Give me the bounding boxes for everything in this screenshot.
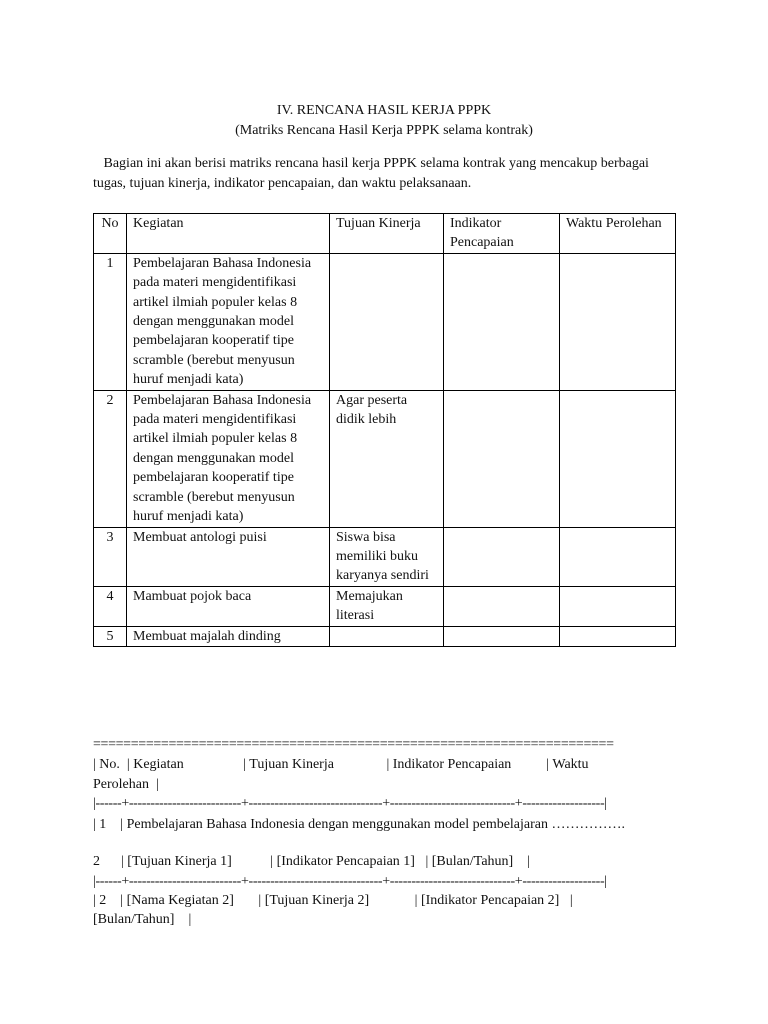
row-tujuan xyxy=(330,253,444,390)
document-title: IV. RENCANA HASIL KERJA PPPK xyxy=(276,103,492,118)
table-row xyxy=(94,527,676,586)
row-tujuan: Siswa bisa memiliki buku karyanya sendiri xyxy=(330,527,444,586)
plaintext-header-line: | No. | Kegiatan | Tujuan Kinerja | Indikator Pencapaian | Waktu xyxy=(93,757,589,772)
row-indikator xyxy=(444,527,560,586)
table-row xyxy=(94,253,676,390)
table-row xyxy=(94,626,676,646)
row-kegiatan: Membuat majalah dinding xyxy=(127,626,330,646)
row-no: 1 xyxy=(94,253,127,390)
row-waktu xyxy=(560,527,676,586)
plaintext-row-cont: 2 | [Tujuan Kinerja 1] | [Indikator Pencapaian 1] | [Bulan/Tahun] | xyxy=(93,854,531,869)
header-kegiatan: Kegiatan xyxy=(127,214,330,254)
row-waktu xyxy=(560,586,676,626)
table-row xyxy=(94,586,676,626)
intro-text: Bagian ini akan berisi matriks rencana hasil kerja PPPK selama kontrak yang mencakup berbagai tugas, tujuan kinerja, indikator pencapaian, dan waktu pelaksanaan. xyxy=(93,156,649,191)
row-indikator xyxy=(444,390,560,527)
row-kegiatan: Pembelajaran Bahasa Indonesia pada materi mengidentifikasi artikel ilmiah populer kelas 8 dengan menggunakan model pembelajaran kooperatif tipe scramble (berebut menyusun huruf menjadi kata) xyxy=(127,390,330,527)
row-indikator xyxy=(444,586,560,626)
row-kegiatan: Mambuat pojok baca xyxy=(127,586,330,626)
row-kegiatan: Pembelajaran Bahasa Indonesia pada materi mengidentifikasi artikel ilmiah populer kelas 8 dengan menggunakan model pembelajaran kooperatif tipe scramble (berebut menyusun huruf menjadi kata) xyxy=(127,253,330,390)
plaintext-header-line-cont: Perolehan | xyxy=(93,777,159,792)
table-header-row xyxy=(94,214,676,254)
header-indikator: Indikator Pencapaian xyxy=(444,214,560,254)
header-no: No xyxy=(94,214,127,254)
document-subtitle: (Matriks Rencana Hasil Kerja PPPK selama kontrak) xyxy=(235,123,533,138)
row-no: 4 xyxy=(94,586,127,626)
plaintext-separator: |------+--------------------------+-------------------------------+-----------------------------+-------------------| xyxy=(93,796,607,811)
row-indikator xyxy=(444,626,560,646)
row-tujuan xyxy=(330,626,444,646)
row-no: 5 xyxy=(94,626,127,646)
row-tujuan: Agar peserta didik lebih xyxy=(330,390,444,527)
row-waktu xyxy=(560,626,676,646)
plaintext-row: | 1 | Pembelajaran Bahasa Indonesia dengan menggunakan model pembelajaran ……………. xyxy=(93,817,625,832)
plaintext-row: | 2 | [Nama Kegiatan 2] | [Tujuan Kinerja 2] | [Indikator Pencapaian 2] | xyxy=(93,893,573,908)
intro-paragraph xyxy=(93,154,683,194)
plaintext-separator: |------+--------------------------+-------------------------------+-----------------------------+-------------------| xyxy=(93,874,607,889)
plaintext-rule: ===================================================================== xyxy=(93,737,614,752)
row-no: 3 xyxy=(94,527,127,586)
plaintext-row-cont: [Bulan/Tahun] | xyxy=(93,912,192,927)
row-waktu xyxy=(560,253,676,390)
header-tujuan: Tujuan Kinerja xyxy=(330,214,444,254)
table-row xyxy=(94,390,676,527)
row-no: 2 xyxy=(94,390,127,527)
row-indikator xyxy=(444,253,560,390)
header-waktu: Waktu Perolehan xyxy=(560,214,676,254)
row-waktu xyxy=(560,390,676,527)
row-kegiatan: Membuat antologi puisi xyxy=(127,527,330,586)
matrix-table xyxy=(93,213,676,647)
row-tujuan: Memajukan literasi xyxy=(330,586,444,626)
